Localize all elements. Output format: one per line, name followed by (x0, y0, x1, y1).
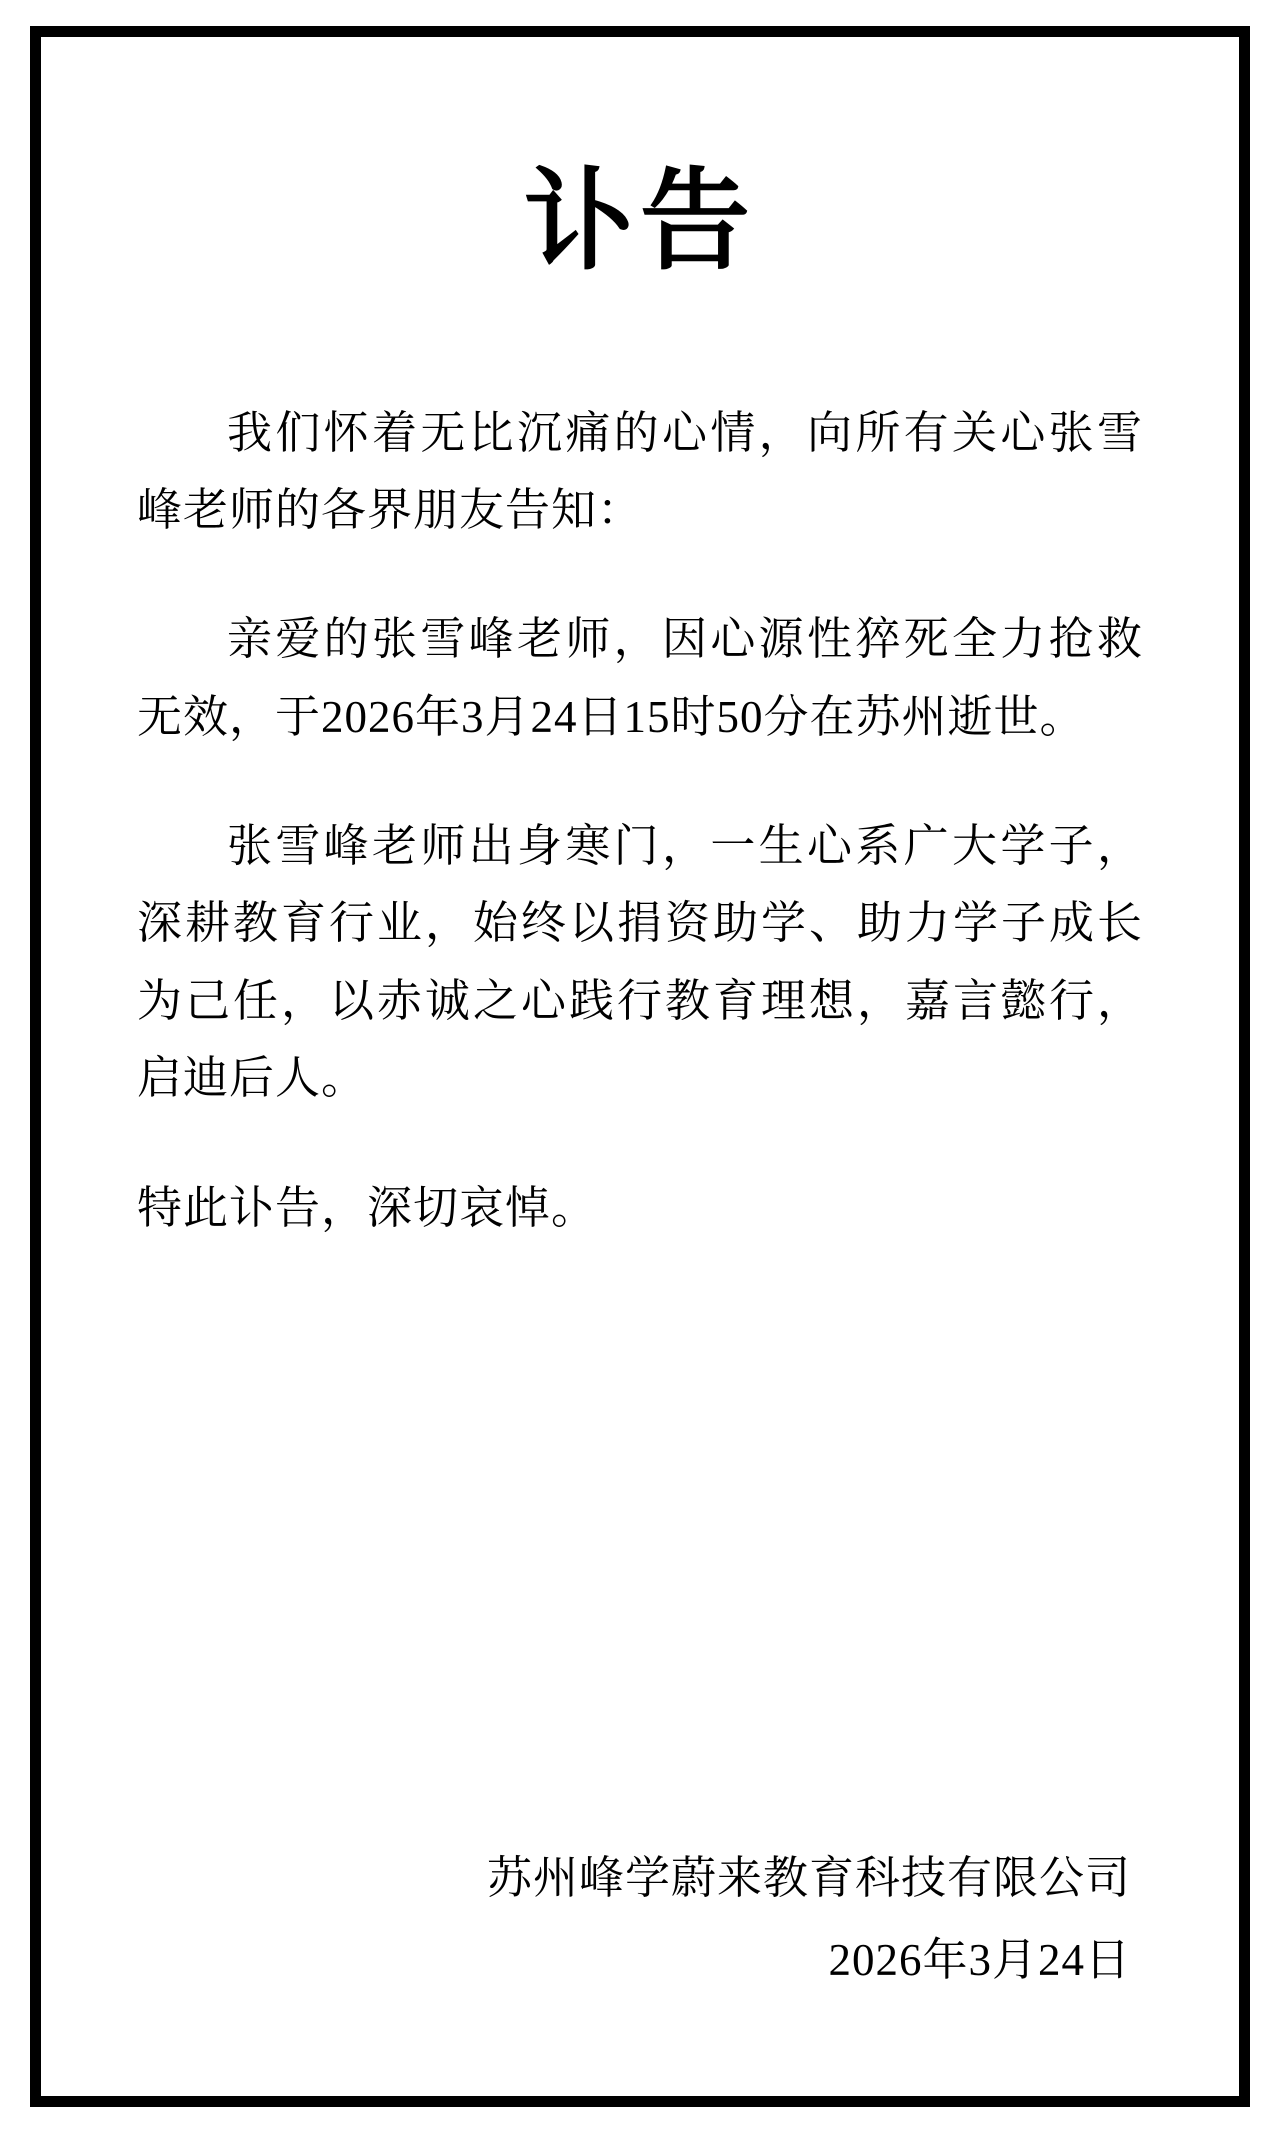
signature-organization: 苏州峰学蔚来教育科技有限公司 (486, 1853, 1131, 1903)
signature-date: 2026年3月24日 (828, 1935, 1131, 1985)
paragraph-1: 我们怀着无比沉痛的心情，向所有关心张雪峰老师的各界朋友告知： (137, 407, 1143, 535)
paragraph-4: 特此讣告，深切哀悼。 (137, 1182, 598, 1233)
vertical-spacer (137, 1247, 1143, 1842)
bordered-frame (30, 26, 1250, 2107)
paragraph-3: 张雪峰老师出身寒门，一生心系广大学子，深耕教育行业，始终以捐资助学、助力学子成长为己任，以赤诚之心践行教育理想，嘉言懿行，启迪后人。 (137, 821, 1143, 1104)
signature-block (137, 1842, 1143, 1996)
page-title: 讣告 (524, 160, 756, 283)
paragraph-2: 亲爱的张雪峰老师，因心源性猝死全力抢救无效，于2026年3月24日15时50分在苏州逝世。 (137, 614, 1143, 742)
obituary-body (137, 395, 1143, 1248)
